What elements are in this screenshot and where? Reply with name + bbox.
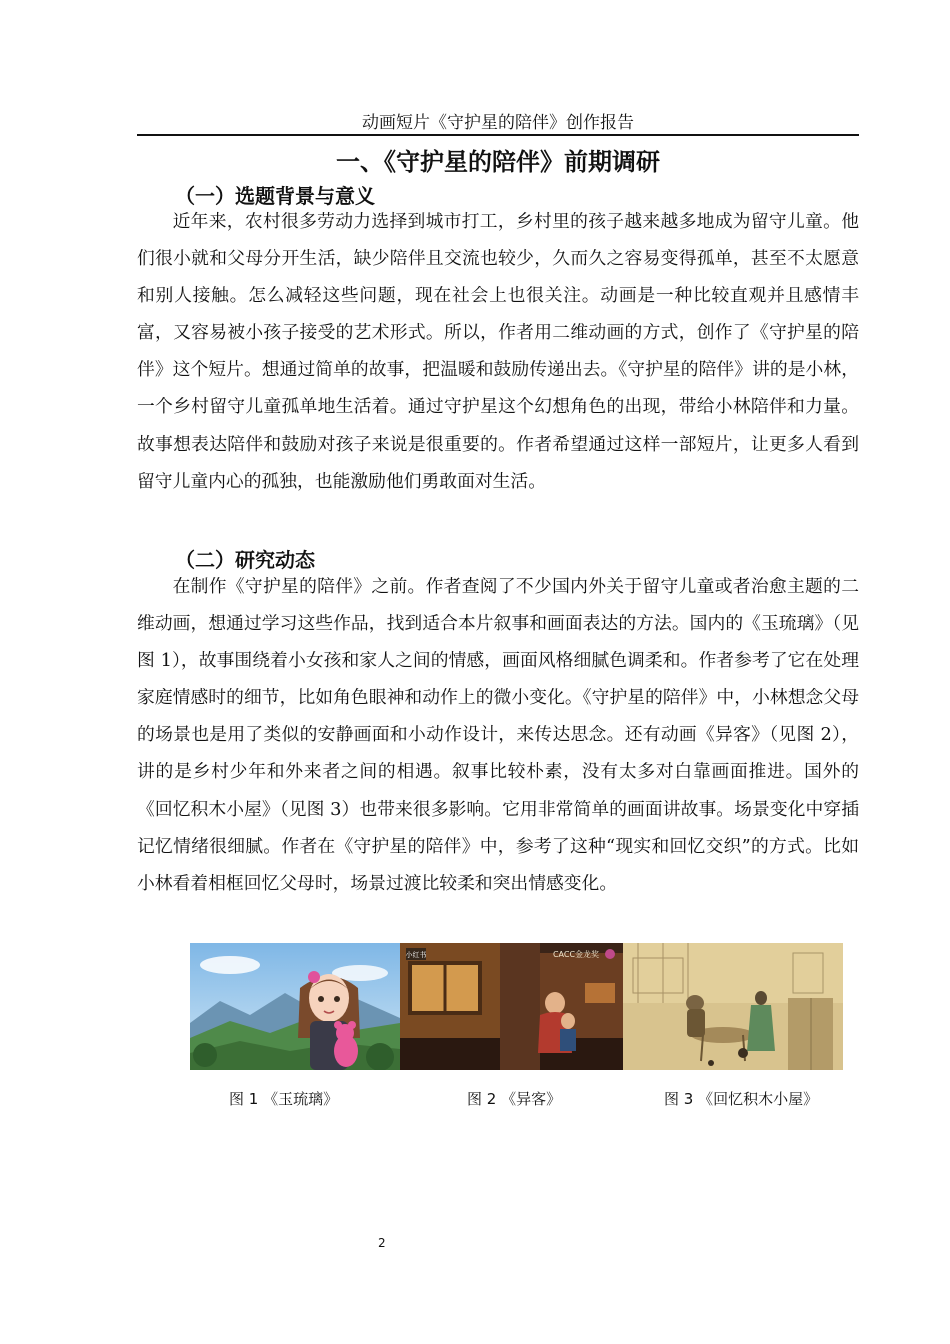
figure-2-badge: CACC金龙奖 [552,950,600,959]
header-rule [137,134,859,136]
figure-2-logo: 小红书 [405,951,427,959]
section-title-research: （二）研究动态 [175,548,315,572]
figure-row [190,943,843,1070]
figure-1-image [190,943,400,1070]
figure-2-caption: 图 2 《异客》 [467,1090,562,1108]
figure-1-illustration [190,943,400,1070]
figure-3-caption: 图 3 《回忆积木小屋》 [664,1090,819,1108]
figure-3-illustration [623,943,843,1070]
running-header: 动画短片《守护星的陪伴》创作报告 [362,113,634,133]
chapter-title: 一、《守护星的陪伴》前期调研 [336,148,660,176]
figure-2-illustration [400,943,623,1070]
figure-1-caption: 图 1 《玉琉璃》 [229,1090,339,1108]
figure-2-image [400,943,623,1070]
paragraph-research: 在制作《守护星的陪伴》之前。作者查阅了不少国内外关于留守儿童或者治愈主题的二维动画，想通过学习这些作品，找到适合本片叙事和画面表达的方法。国内的《玉琉璃》（见图 1），故事围绕着小女孩和家人之间的情感，画面风格细腻色调柔和。作者参考了它在处理家庭情感时的细节，比如角色眼神和动作上的微小变化。《守护星的陪伴》中，小林想念父母的场景也是用了类似的安静画面和小动作设计，来传达思念。还有动画《异客》（见图 2），讲的是乡村少年和外来者之间的相遇。叙事比较朴素，没有太多对白靠画面推进。国外的《回忆积木小屋》（见图 3）也带来很多影响。它用非常简单的画面讲故事。场景变化中穿插记忆情绪很细腻。作者在《守护星的陪伴》中，参考了这种“现实和回忆交织”的方式。比如小林看着相框回忆父母时，场景过渡比较柔和突出情感变化。 [137,576,859,894]
figure-3-image [623,943,843,1070]
paragraph-background: 近年来，农村很多劳动力选择到城市打工，乡村里的孩子越来越多地成为留守儿童。他们很小就和父母分开生活，缺少陪伴且交流也较少，久而久之容易变得孤单，甚至不太愿意和别人接触。怎么减轻这些问题，现在社会上也很关注。动画是一种比较直观并且感情丰富，又容易被小孩子接受的艺术形式。所以，作者用二维动画的方式，创作了《守护星的陪伴》这个短片。想通过简单的故事，把温暖和鼓励传递出去。《守护星的陪伴》讲的是小林，一个乡村留守儿童孤单地生活着。通过守护星这个幻想角色的出现，带给小林陪伴和力量。故事想表达陪伴和鼓励对孩子来说是很重要的。作者希望通过这样一部短片，让更多人看到留守儿童内心的孤独，也能激励他们勇敢面对生活。 [137,211,859,492]
page-number: 2 [378,1236,386,1250]
section-title-background: （一）选题背景与意义 [175,184,375,208]
